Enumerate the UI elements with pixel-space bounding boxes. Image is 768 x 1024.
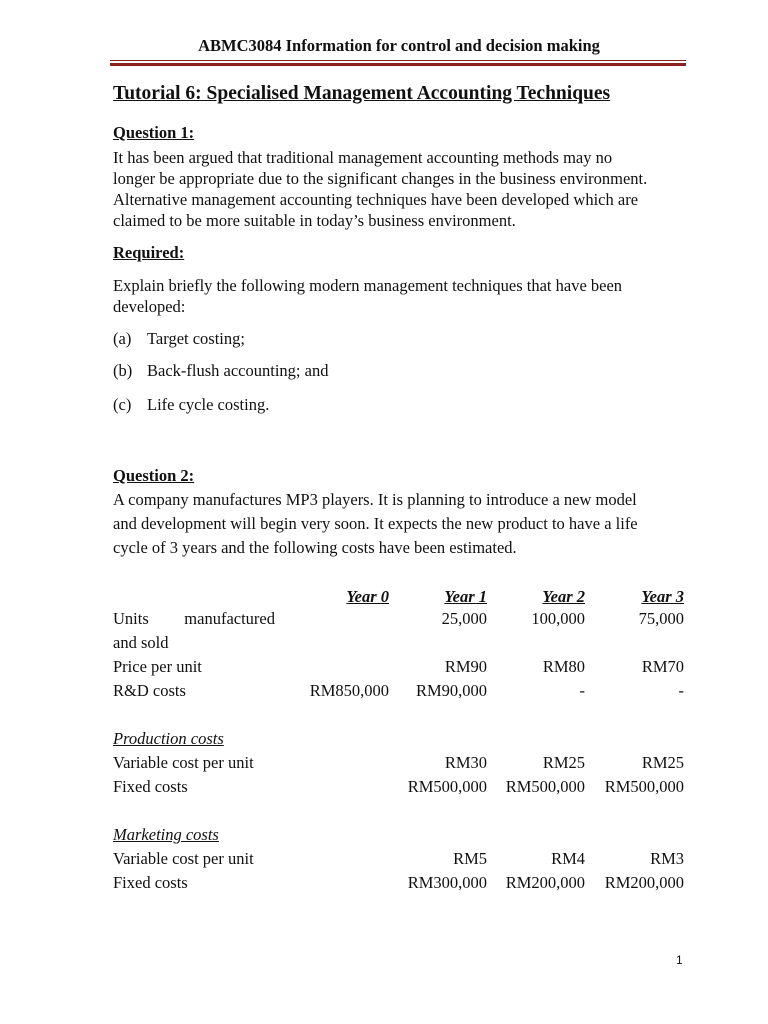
list-marker: (c) xyxy=(113,395,132,414)
production-variable-year-1: RM30 xyxy=(444,753,487,772)
production-variable-year-2: RM25 xyxy=(542,753,585,772)
production-fixed-year-3: RM500,000 xyxy=(604,777,684,796)
list-marker: (a) xyxy=(113,329,132,348)
marketing-fixed-label: Fixed costs xyxy=(113,873,188,892)
production-variable-year-3: RM25 xyxy=(641,753,684,772)
price-year-1: RM90 xyxy=(444,657,487,676)
price-year-2: RM80 xyxy=(542,657,585,676)
question-1-line: claimed to be more suitable in today’s business environment. xyxy=(113,211,516,230)
list-item-text: Target costing; xyxy=(147,329,245,348)
production-fixed-year-1: RM500,000 xyxy=(407,777,487,796)
year-1-header: Year 1 xyxy=(444,587,487,606)
list-marker: (b) xyxy=(113,361,133,380)
units-year-1: 25,000 xyxy=(441,609,487,628)
list-item-text: Life cycle costing. xyxy=(147,395,270,414)
question-1-line: longer be appropriate due to the significant changes in the business environment. xyxy=(113,169,648,188)
header-title: ABMC3084 Information for control and decision making xyxy=(198,36,600,55)
marketing-variable-label: Variable cost per unit xyxy=(113,849,254,868)
rd-label: R&D costs xyxy=(113,681,186,700)
question-2-line: and development will begin very soon. It expects the new product to have a life xyxy=(113,514,638,533)
required-heading: Required: xyxy=(113,243,185,262)
list-item-text: Back-flush accounting; and xyxy=(147,361,329,380)
production-costs-heading: Production costs xyxy=(113,729,224,748)
question-1-line: Alternative management accounting techniques have been developed which are xyxy=(113,190,639,209)
marketing-variable-year-2: RM4 xyxy=(551,849,585,868)
marketing-variable-year-1: RM5 xyxy=(453,849,487,868)
page-number: 1 xyxy=(676,953,683,967)
year-2-header: Year 2 xyxy=(542,587,585,606)
price-year-3: RM70 xyxy=(641,657,684,676)
question-2-text xyxy=(113,488,685,560)
units-year-3: 75,000 xyxy=(638,609,684,628)
question-2-line: A company manufactures MP3 players. It is planning to introduce a new model xyxy=(113,490,637,509)
question-2-heading: Question 2: xyxy=(113,466,195,485)
rd-year-3: - xyxy=(678,681,684,700)
year-3-header: Year 3 xyxy=(641,587,684,606)
marketing-fixed-year-2: RM200,000 xyxy=(505,873,585,892)
list-item xyxy=(113,395,269,415)
rd-year-1: RM90,000 xyxy=(415,681,487,700)
production-fixed-label: Fixed costs xyxy=(113,777,188,796)
instruction-text xyxy=(113,275,685,317)
units-label-word: Units xyxy=(113,609,149,628)
rd-year-2: - xyxy=(579,681,585,700)
marketing-fixed-year-3: RM200,000 xyxy=(604,873,684,892)
tutorial-title: Tutorial 6: Specialised Management Accounting Techniques xyxy=(113,83,611,104)
year-0-header: Year 0 xyxy=(346,587,389,606)
list-item xyxy=(113,329,245,349)
header-rule-thin xyxy=(110,60,686,61)
header-rule-thick xyxy=(110,63,686,66)
marketing-fixed-year-1: RM300,000 xyxy=(407,873,487,892)
price-label: Price per unit xyxy=(113,657,202,676)
production-variable-label: Variable cost per unit xyxy=(113,753,254,772)
instruction-line: developed: xyxy=(113,297,186,316)
rd-year-0: RM850,000 xyxy=(309,681,389,700)
units-label-word: manufactured xyxy=(184,609,275,628)
question-1-heading: Question 1: xyxy=(113,123,195,142)
production-fixed-year-2: RM500,000 xyxy=(505,777,585,796)
marketing-variable-year-3: RM3 xyxy=(650,849,684,868)
marketing-costs-heading: Marketing costs xyxy=(113,825,219,844)
list-item xyxy=(113,361,328,381)
question-1-text xyxy=(113,147,685,231)
question-1-line: It has been argued that traditional management accounting methods may no xyxy=(113,148,613,167)
units-label-line-2: and sold xyxy=(113,633,169,652)
units-year-2: 100,000 xyxy=(531,609,585,628)
instruction-line: Explain briefly the following modern management techniques that have been xyxy=(113,276,623,295)
question-2-line: cycle of 3 years and the following costs have been estimated. xyxy=(113,538,517,557)
units-label-line-1 xyxy=(113,609,275,629)
